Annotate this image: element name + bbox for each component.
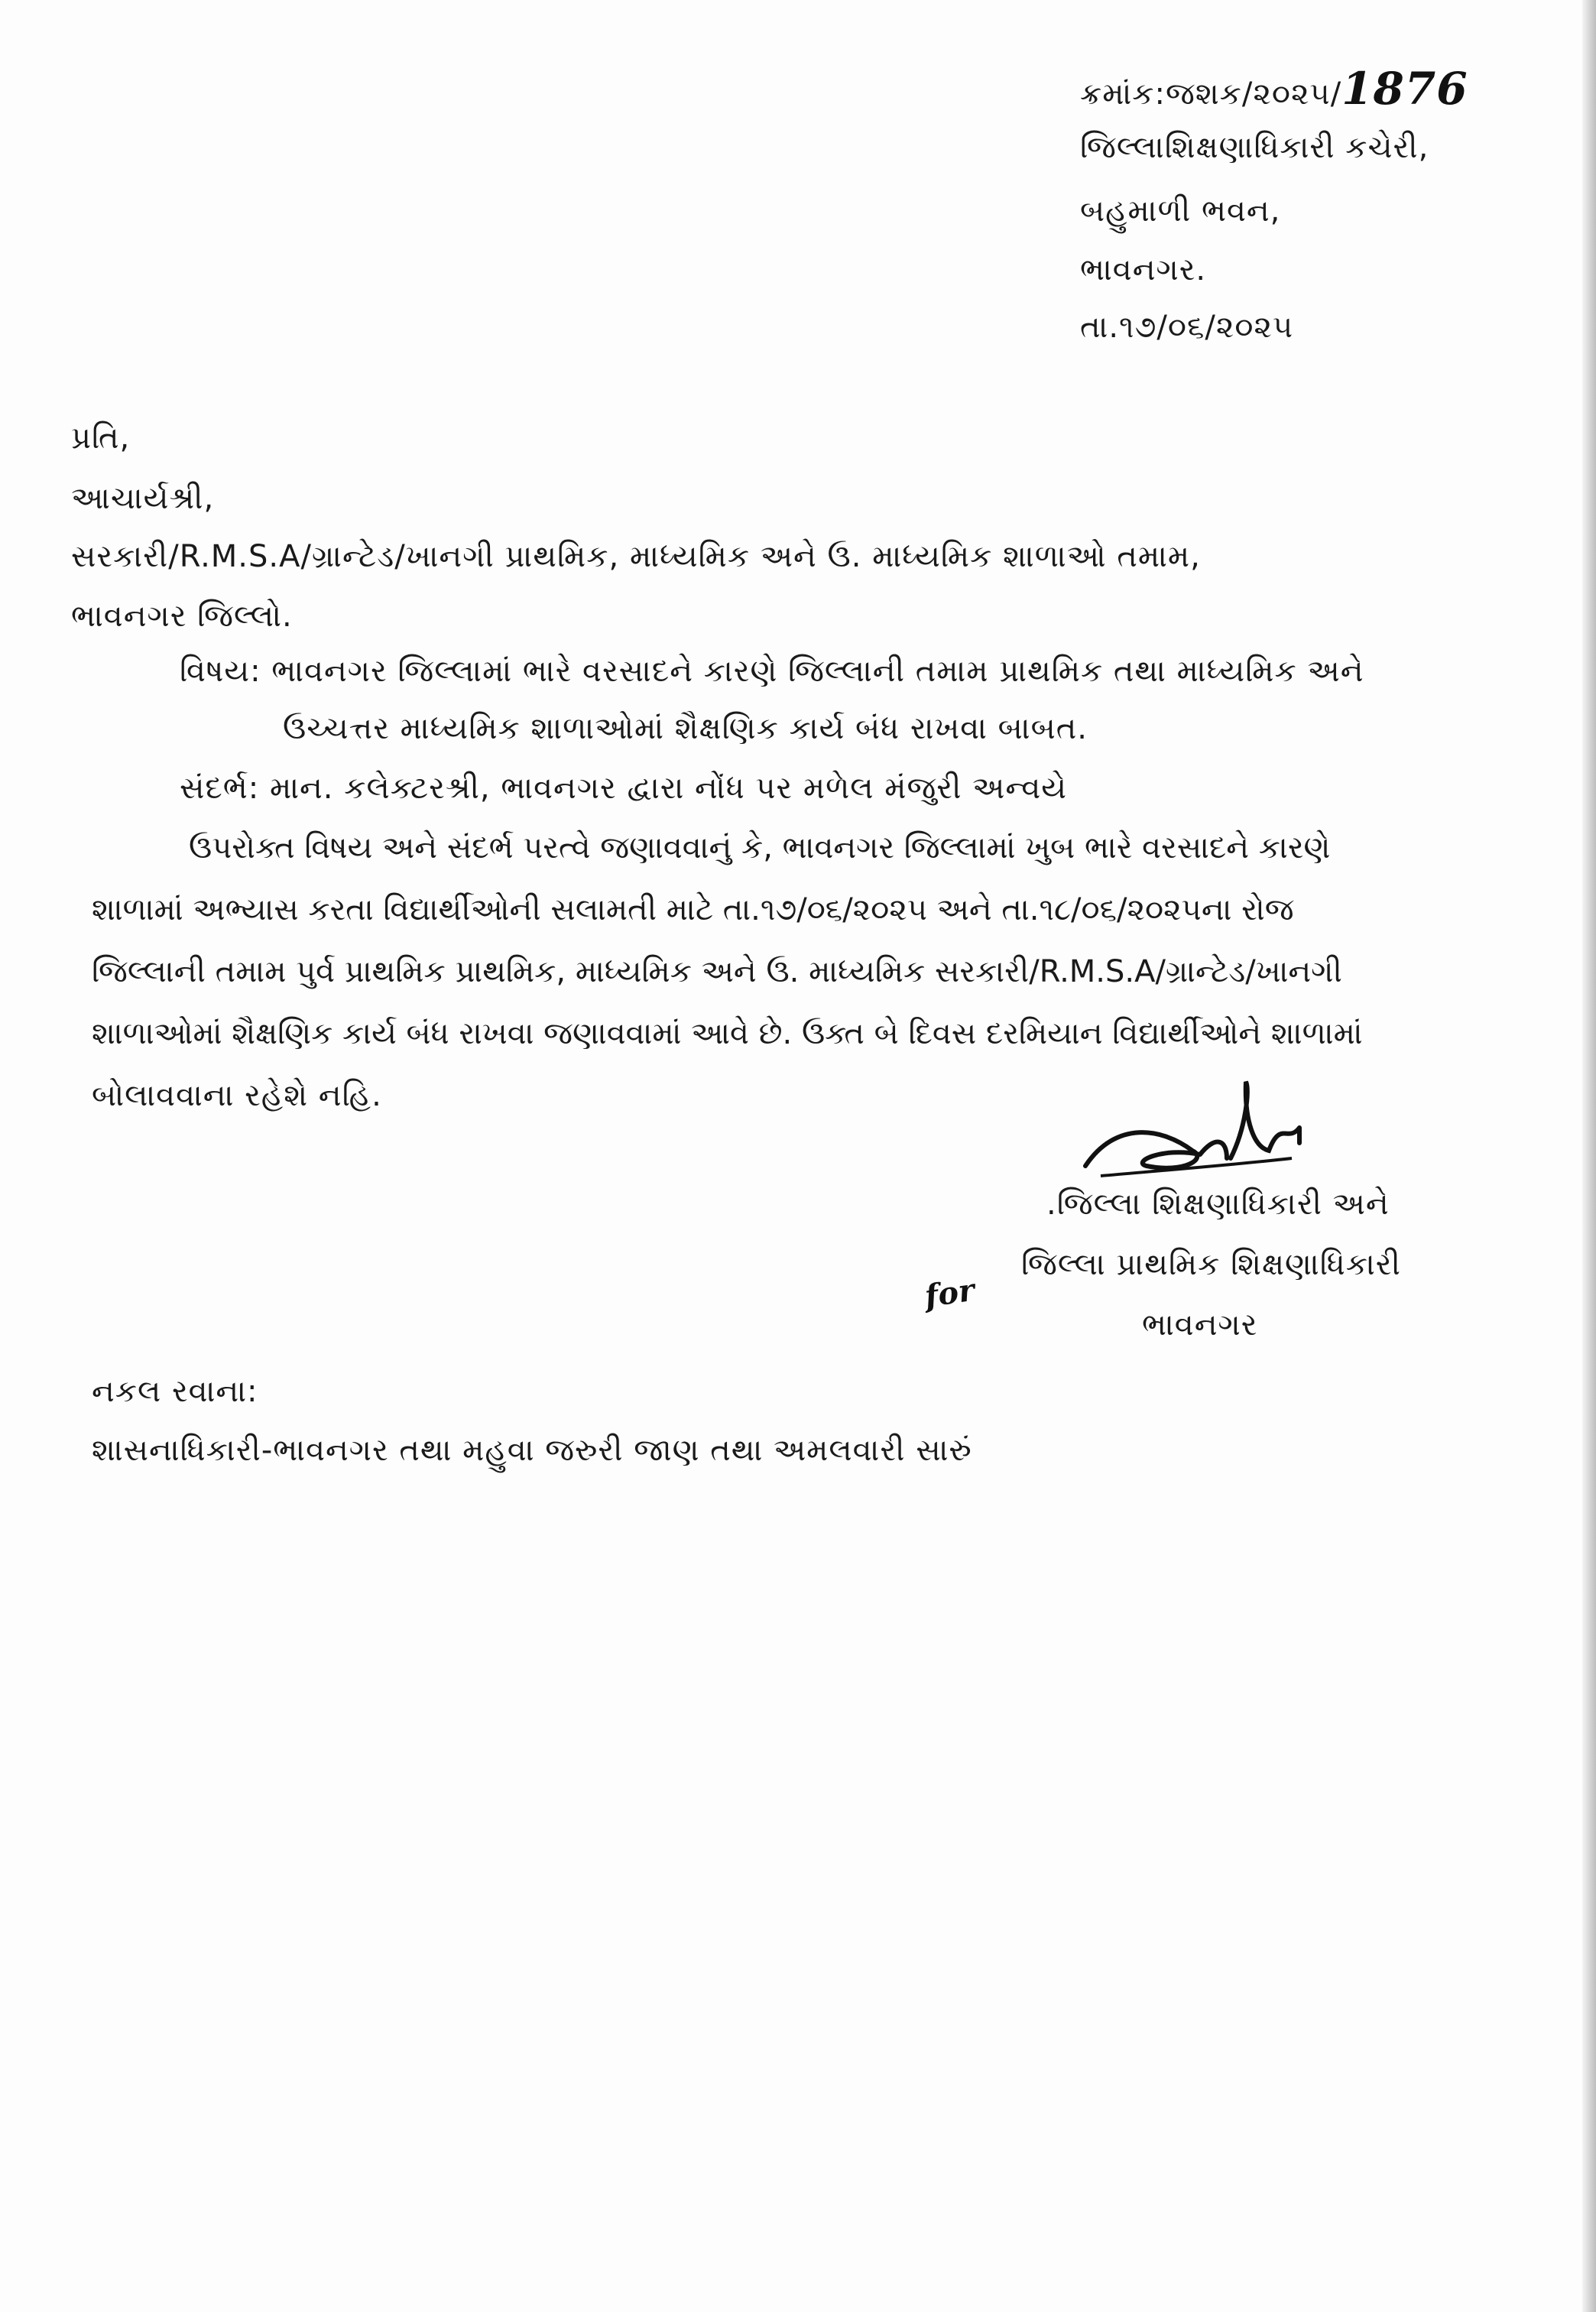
recipient-district: ભાવનગર જિલ્લો. [71, 599, 293, 634]
body-line: ઉપરોક્ત વિષય અને સંદર્ભ પરત્વે જણાવવાનું કે, ભાવનગર જિલ્લામાં ખુબ ભારે વરસાદને કારણે [189, 830, 1331, 865]
subject-line-2: ઉચ્ચત્તર માધ્યમિક શાળાઓમાં શૈક્ષણિક કાર્ય બંધ રાખવા બાબત. [283, 711, 1088, 746]
office-city: ભાવનગર. [1080, 252, 1207, 287]
recipient-title: આચાર્યશ્રી, [71, 481, 215, 516]
signatory-line-3: ભાવનગર [1142, 1307, 1258, 1343]
ref-number-handwritten: 1876 [1341, 63, 1468, 115]
copy-label: નકલ રવાના: [92, 1374, 258, 1409]
body-line: શાળામાં અભ્યાસ કરતા વિદ્યાર્થીઓની સલામતી માટે તા.૧૭/૦૬/૨૦૨૫ અને તા.૧૮/૦૬/૨૦૨૫ના રોજ [92, 892, 1294, 927]
scan-edge-shadow [1582, 0, 1596, 2312]
recipient-schools: સરકારી/R.M.S.A/ગ્રાન્ટેડ/ખાનગી પ્રાથમિક, માધ્યમિક અને ઉ. માધ્યમિક શાળાઓ તમામ, [71, 539, 1201, 574]
ref-number-printed: ક્રમાંક:જશક/૨૦૨૫/ [1080, 76, 1342, 112]
for-handwritten: for [922, 1271, 977, 1315]
body-line: બોલાવવાના રહેશે નહિ. [92, 1078, 382, 1113]
letter-date: તા.૧૭/૦૬/૨૦૨૫ [1080, 310, 1294, 345]
signatory-line-2: જિલ્લા પ્રાથમિક શિક્ષણાધિકારી [1021, 1247, 1401, 1282]
office-name: જિલ્લાશિક્ષણાધિકારી કચેરી, [1080, 130, 1429, 165]
reference-line: સંદર્ભ: માન. કલેક્ટરશ્રી, ભાવનગર દ્વારા નોંધ પર મળેલ મંજુરી અન્વયે [180, 771, 1068, 806]
subject-line-1: વિષય: ભાવનગર જિલ્લામાં ભારે વરસાદને કારણે જિલ્લાની તમામ પ્રાથમિક તથા માધ્યમિક અને [180, 654, 1364, 689]
office-building: બહુમાળી ભવન, [1080, 193, 1281, 229]
signature [1070, 1074, 1330, 1181]
body-line: જિલ્લાની તમામ પુર્વ પ્રાથમિક પ્રાથમિક, માધ્યમિક અને ઉ. માધ્યમિક સરકારી/R.M.S.A/ગ્રાન્ટેડ/ખાનગી [92, 954, 1342, 989]
reference-number [1080, 63, 1468, 115]
copy-line: શાસનાધિકારી-ભાવનગર તથા મહુવા જરુરી જાણ તથા અમલવારી સારું [92, 1433, 972, 1468]
recipient-to: પ્રતિ, [71, 421, 131, 456]
signatory-line-1: .જિલ્લા શિક્ષણાધિકારી અને [1046, 1187, 1390, 1222]
body-line: શાળાઓમાં શૈક્ષણિક કાર્ય બંધ રાખવા જણાવવામાં આવે છે. ઉક્ત બે દિવસ દરમિયાન વિદ્યાર્થીઓને શાળામાં [92, 1016, 1363, 1051]
